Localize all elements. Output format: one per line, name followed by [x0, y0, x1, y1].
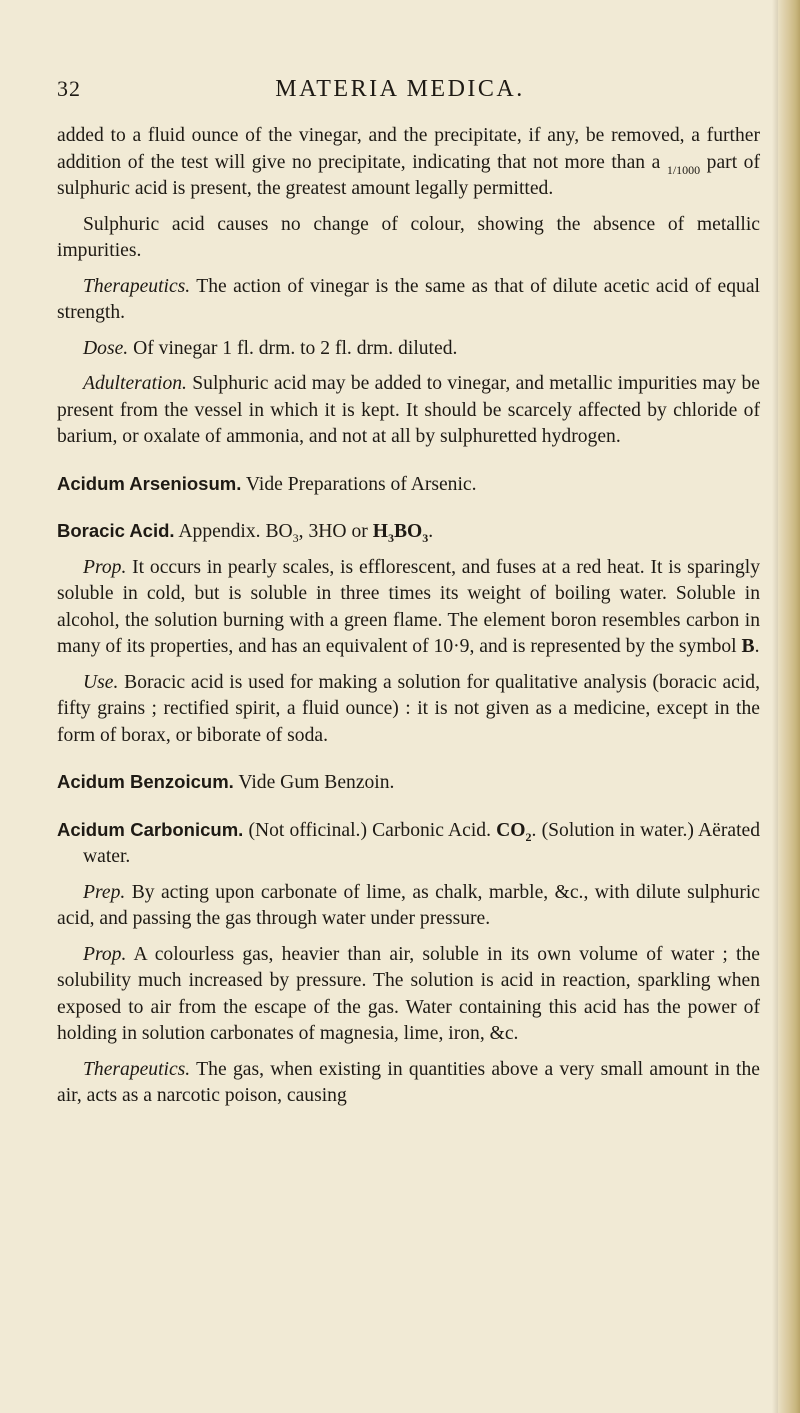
- section-label: Adulteration.: [83, 373, 187, 394]
- paragraph-text: By acting upon carbonate of lime, as chalk, marble, &c., with dilute sulphuric acid, and passing the gas through water under pressure.: [57, 881, 760, 929]
- formula: H: [372, 521, 388, 542]
- running-title: MATERIA MEDICA.: [275, 76, 525, 102]
- paragraph-carbonicum-therapeutics: [57, 1057, 760, 1110]
- entry-text: , 3HO or: [298, 521, 373, 542]
- section-label: Use.: [83, 671, 119, 693]
- entry-heading: Acidum Carbonicum.: [57, 818, 244, 840]
- paragraph-text: added to a fluid ounce of the vinegar, and the precipitate, if any, be removed, a further addition of the test will give no precipitate, indicating that not more than a: [57, 125, 760, 173]
- paragraph-text: Boracic acid is used for making a solution for qualitative analysis (boracic acid, fifty grains ; rectified spirit, a fluid ounce) : it is not given as a medicine, except in the form of borax, or biborate of soda.: [57, 671, 760, 746]
- entry-text: Appendix. BO: [174, 521, 293, 542]
- paragraph-metallic-impurities: Sulphuric acid causes no change of colour, showing the absence of metallic impurities.: [57, 213, 760, 261]
- section-label: Therapeutics.: [83, 1058, 191, 1080]
- page-edge: [778, 0, 800, 1413]
- paragraph-therapeutics-vinegar: [57, 274, 760, 327]
- entry-heading: Acidum Benzoicum.: [57, 771, 234, 792]
- fraction-one-thousandth: 1/1000: [666, 162, 701, 177]
- entry-acidum-carbonicum: [57, 817, 760, 871]
- paragraph-text: Sulphuric acid may be added to vinegar, and metallic impurities may be present from the vessel in which it is kept. It should be scarcely affected by chloride of barium, or oxalate of ammonia, and not at all by sulphuretted hydrogen.: [57, 373, 760, 447]
- paragraph-text: A colourless gas, heavier than air, soluble in its own volume of water ; the solubility much increased by pressure. The solution is acid in reaction, sparkling when exposed to air from the escape of the gas. Water containing this acid has the power of holding in solution carbonates of magnesia, lime, iron, &c.: [57, 943, 760, 1044]
- section-label: Therapeutics.: [83, 275, 191, 297]
- paragraph-text: The action of vinegar is the same as that of dilute acetic acid of equal strength.: [57, 275, 760, 323]
- section-label: Prop.: [83, 556, 127, 578]
- entry-text: Vide Preparations of Arsenic.: [241, 473, 477, 495]
- paragraph-text: The gas, when existing in quantities above a very small amount in the air, acts as a narcotic poison, causing: [57, 1058, 760, 1106]
- page-header: [0, 76, 800, 110]
- section-label: Dose.: [83, 337, 129, 359]
- subscript: 3: [292, 530, 299, 545]
- paragraph-adulteration: [57, 371, 760, 451]
- subscript: 2: [525, 829, 532, 844]
- paragraph-text: .: [754, 636, 760, 657]
- paragraph-boracic-prop: [57, 555, 760, 661]
- entry-heading: Acidum Arseniosum.: [57, 472, 242, 494]
- paragraph-text: part of sulphuric acid is present, the greatest amount legally permitted.: [57, 151, 760, 199]
- formula: CO: [496, 819, 526, 841]
- section-label: Prep.: [83, 881, 126, 903]
- entry-boracic-acid: [57, 518, 760, 546]
- page-number: 32: [57, 76, 81, 101]
- paragraph-carbonicum-prop: [57, 942, 760, 1048]
- subscript: 3: [422, 530, 429, 545]
- entry-text: Vide Gum Benzoin.: [233, 772, 395, 793]
- subscript: 3: [387, 530, 394, 545]
- section-label: Prop.: [83, 943, 127, 965]
- page-body: [57, 123, 760, 1119]
- entry-text: (Not officinal.) Carbonic Acid.: [243, 819, 497, 841]
- entry-text: . (Solution in water.) Aërated water.: [83, 819, 761, 867]
- entry-acidum-arseniosum: [57, 471, 760, 499]
- paragraph-carbonicum-prep: [57, 880, 760, 933]
- paragraph-text: It occurs in pearly scales, is efflorescent, and fuses at a red heat. It is sparingly soluble in cold, but is soluble in three times its weight of boiling water. Soluble in alcohol, the solution burning with a green flame. The element boron resembles carbon in many of its properties, and has an equivalent of 10·9, and is represented by the symbol: [57, 556, 760, 657]
- entry-heading: Boracic Acid.: [57, 520, 175, 541]
- formula: BO: [393, 521, 423, 542]
- paragraph-boracic-use: [57, 670, 760, 750]
- paragraph-text: Of vinegar 1 fl. drm. to 2 fl. drm. diluted.: [128, 337, 458, 359]
- paragraph-vinegar-test: [57, 123, 760, 203]
- entry-text: .: [428, 521, 434, 542]
- entry-acidum-benzoicum: [57, 769, 760, 797]
- paragraph-dose-vinegar: [57, 336, 760, 363]
- symbol: B: [741, 636, 755, 657]
